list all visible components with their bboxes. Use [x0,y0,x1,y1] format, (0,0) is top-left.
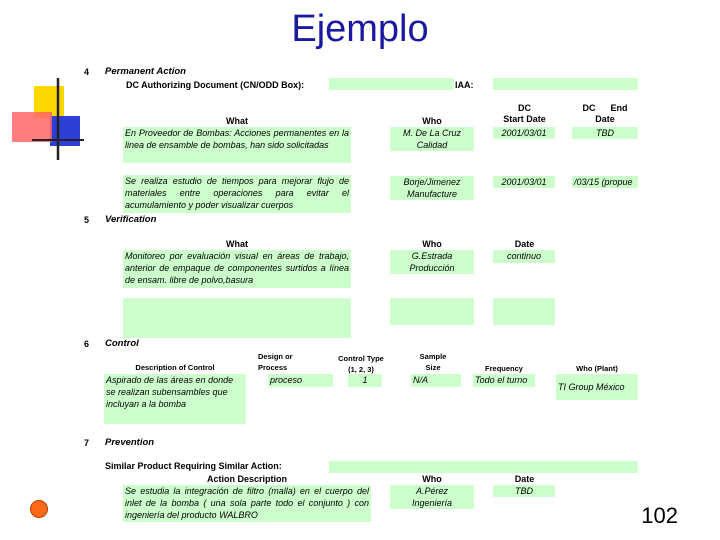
s7-col-action-description: Action Description [206,474,287,484]
orange-bullet-icon [29,499,49,519]
page-number: 102 [641,503,678,528]
s6-col-control-type: Control Type (1, 2, 3) [338,354,384,374]
s7-col-who: Who [422,474,442,484]
s5-col-what: What [226,239,248,249]
s4-row2-what: Se realiza estudio de tiempos para mejorar flujo de materiales entre operaciones para evitar el acumulamiento y poder visualizar cuerpos [123,175,351,213]
s4-row2-start: 2001/03/01 [493,176,555,188]
s6-row-frequency: Todo el turno [473,374,535,387]
dc-authorizing-document-field [329,78,454,90]
s6-row-sample: N/A [411,374,461,387]
s4-row1-what: En Proveedor de Bombas: Acciones permanentes en la linea de ensamble de bombas, han sido solicitadas [123,127,351,163]
s4-row2-who: Borje/Jimenez Manufacture [390,176,474,200]
s4-row1-who: M. De La Cruz Calidad [390,127,474,151]
s7-row-action: Se estudia la integración de filtro (malla) en el cuerpo del inlet de la bomba ( una sola parte todo el conjunto ) con ingeniería del producto WALBRO [125,486,369,520]
s7-row-who: A.Pérez Ingeniería [390,485,474,509]
s6-row-who: TI Group México [556,374,638,400]
s4-col-end-date: DC End Date [582,103,628,124]
iaa-field [493,78,638,90]
s6-row-design: proceso [268,374,333,387]
decorative-squares-logo [8,76,88,162]
s4-row1-start: 2001/03/01 [493,127,555,139]
s6-row-description: Aspirado de las áreas en donde se realizan subensambles que incluyan a la bomba [104,374,246,424]
s5-empty-date-cell [493,298,555,325]
section-7-heading: Prevention [105,437,155,448]
section-5-heading: Verification [105,214,157,225]
section-4-heading: Permanent Action [105,66,186,77]
s4-col-what: What [226,116,248,126]
s6-col-description: Description of Control [135,363,215,372]
section-4-number: 4 [84,67,90,77]
s4-col-who: Who [422,116,442,126]
slide-title: Ejemplo [291,8,429,50]
section-6-heading: Control [105,338,139,349]
similar-product-label: Similar Product Requiring Similar Action: [105,461,282,471]
s6-col-frequency: Frequency [485,364,523,373]
s5-row-date: continuo [493,250,555,263]
dc-authorizing-document-label: DC Authorizing Document (CN/ODD Box): [126,80,305,90]
s6-row-type: 1 [348,374,382,387]
s5-col-date: Date [514,239,535,249]
s5-row-what: Monitoreo por evaluación visual en áreas de trabajo, anterior de empaque de componentes surtidos a línea de ensam. libre de polvo,basura [123,250,351,288]
s6-col-design-process: Design or Process [258,352,293,372]
s5-empty-who-cell [390,298,474,325]
s5-col-who: Who [422,239,442,249]
s4-row1-end: TBD [572,127,638,139]
section-6-number: 6 [84,339,90,349]
iaa-label: IAA: [455,80,474,90]
s7-row-date: TBD [493,485,555,497]
s7-col-date: Date [514,474,535,484]
s6-col-who-plant: Who (Plant) [576,364,618,373]
s5-empty-what-cell [123,298,351,338]
section-5-number: 5 [84,215,90,225]
section-7-number: 7 [84,438,90,448]
s4-col-start-date: DC Start Date [503,103,546,124]
s6-col-sample-size: Sample Size [419,352,447,372]
similar-product-field [329,461,638,473]
s4-row2-end: /03/15 (propue [572,176,638,188]
s5-row-who: G.Estrada Producción [390,250,474,274]
